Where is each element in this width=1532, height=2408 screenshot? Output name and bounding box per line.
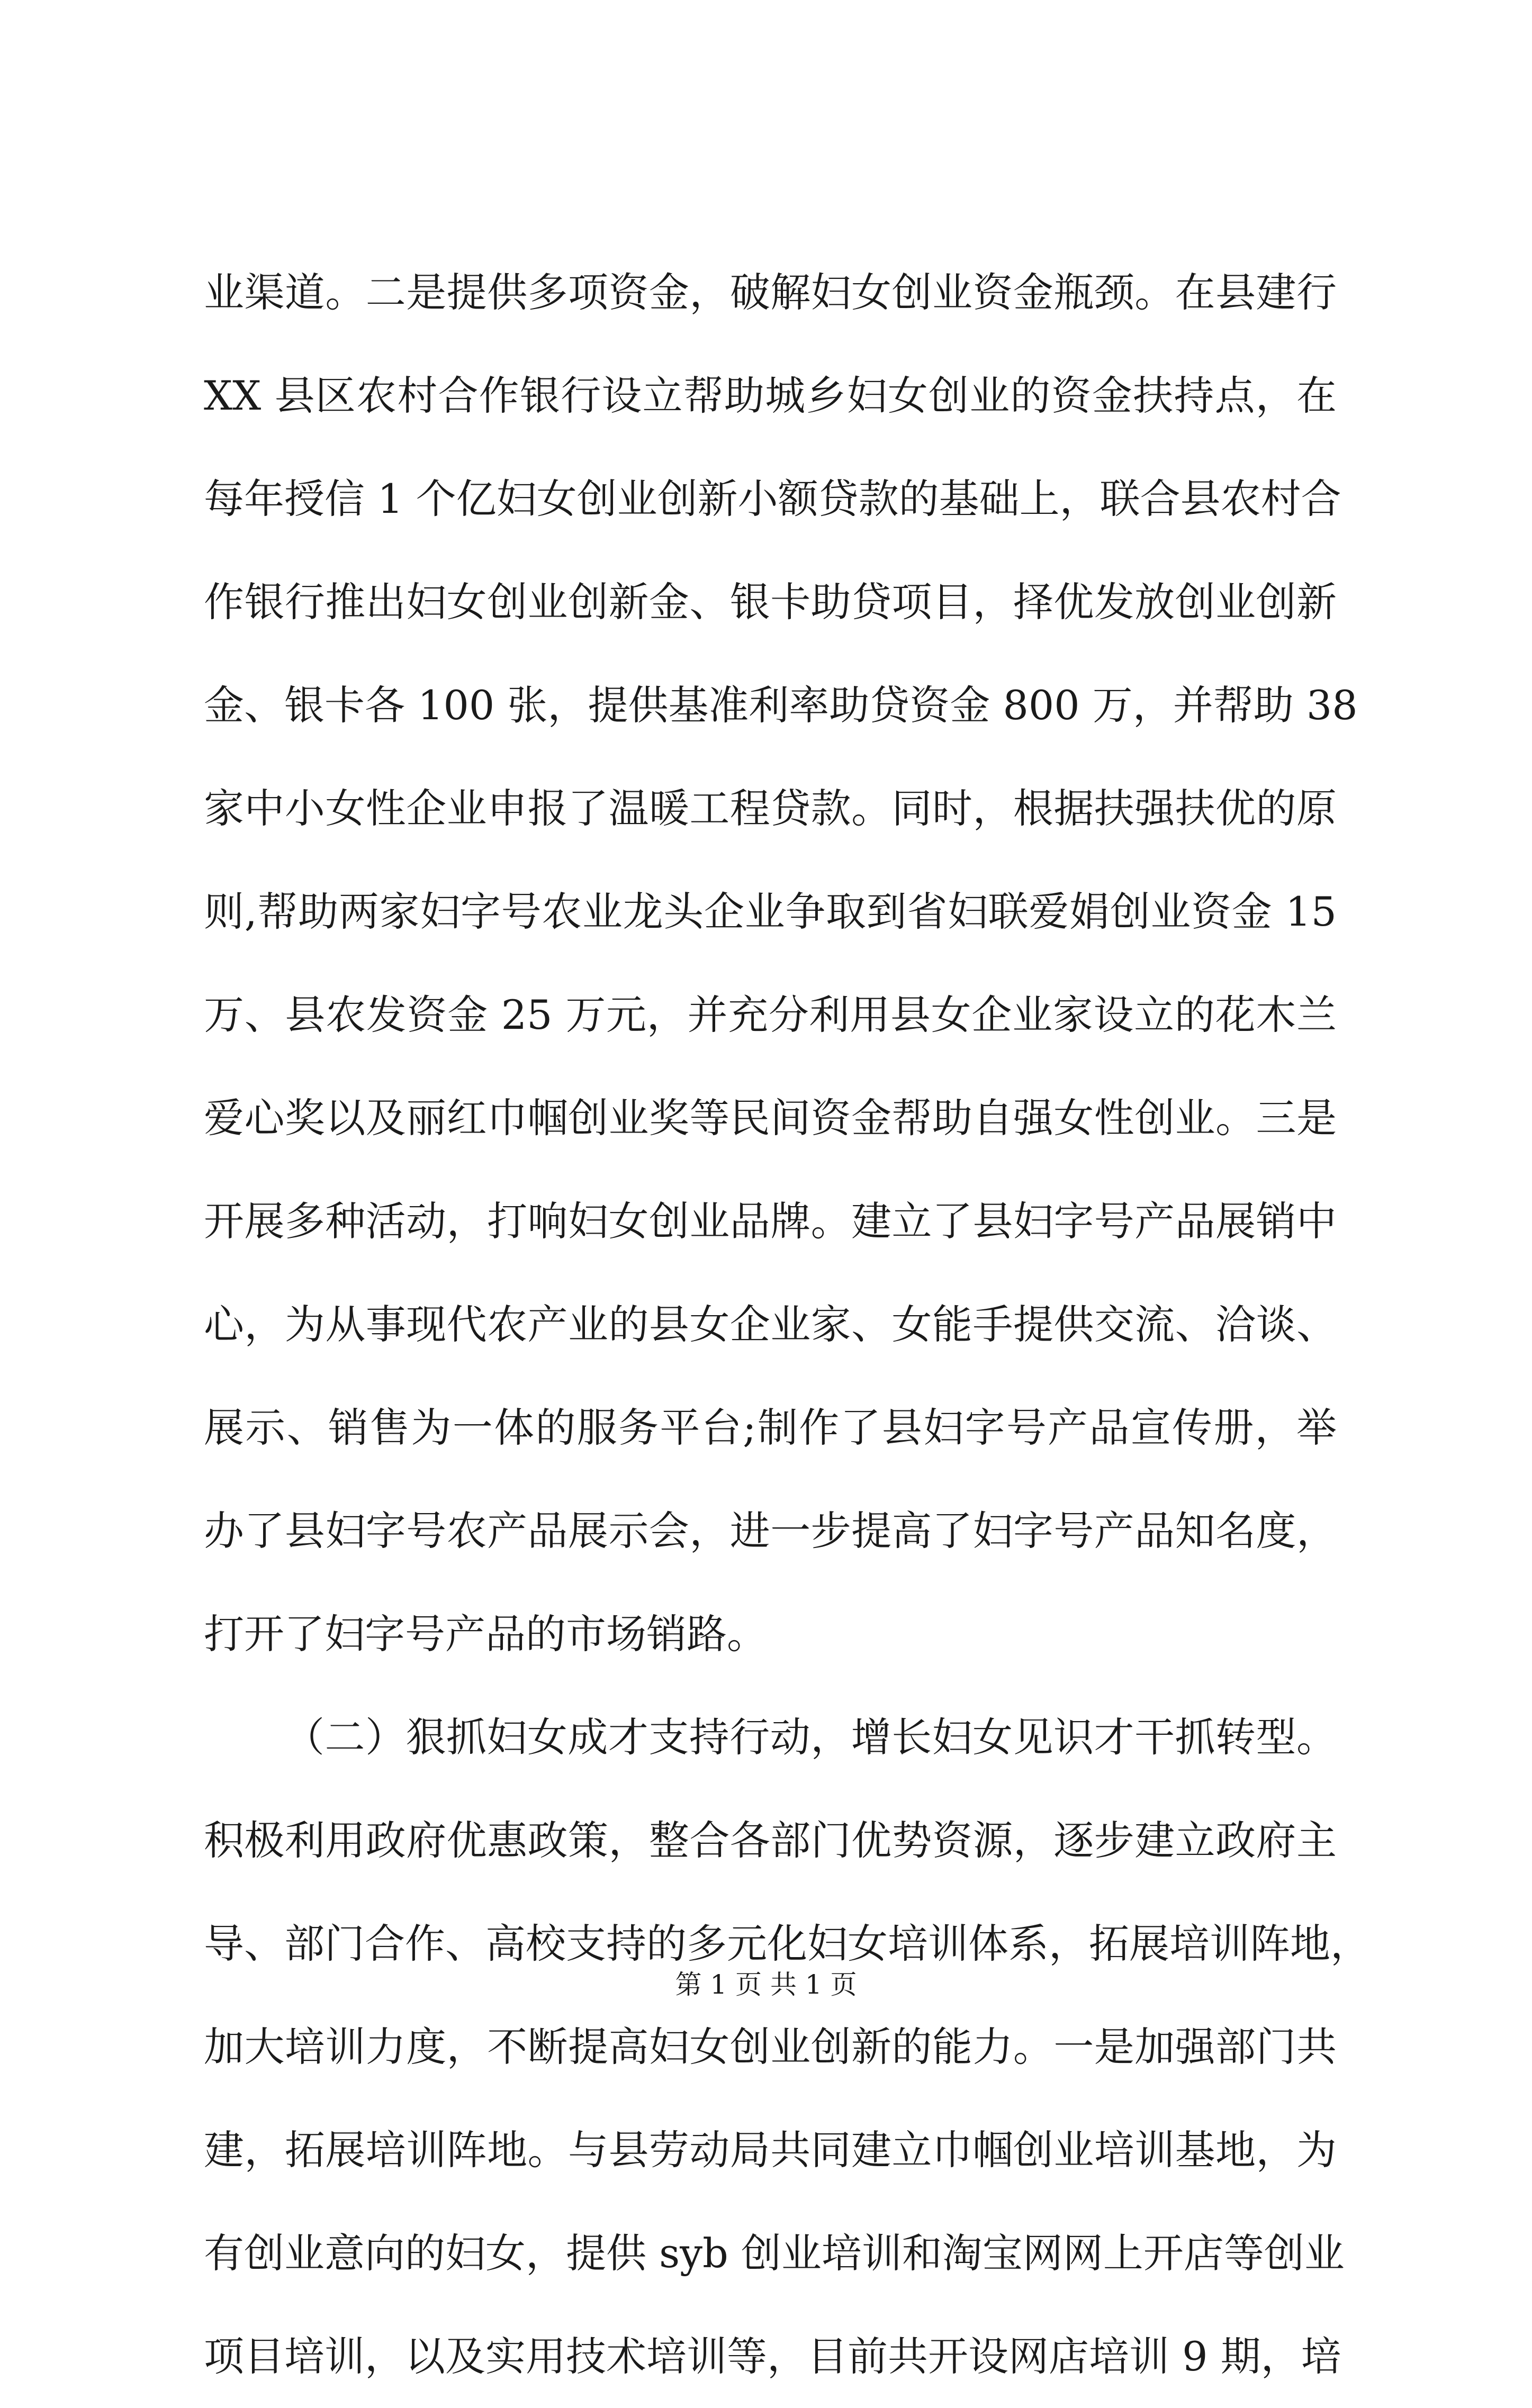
text-line: 心，为从事现代农产业的县女企业家、女能手提供交流、洽谈、 (204, 1301, 1337, 1348)
text-line: 积极利用政府优惠政策，整合各部门优势资源，逐步建立政府主 (204, 1817, 1337, 1864)
text-line: 加大培训力度，不断提高妇女创业创新的能力。一是加强部门共 (204, 2023, 1337, 2070)
text-line: 万、县农发资金 25 万元，并充分利用县女企业家设立的花木兰 (204, 991, 1337, 1038)
text-line: 作银行推出妇女创业创新金、银卡助贷项目，择优发放创业创新 (204, 578, 1337, 626)
text-line: 展示、销售为一体的服务平台;制作了县妇字号产品宣传册，举 (204, 1404, 1337, 1451)
text-line: 业渠道。二是提供多项资金，破解妇女创业资金瓶颈。在县建行 (204, 269, 1337, 316)
document-body (204, 241, 1371, 2408)
text-line: 项目培训，以及实用技术培训等，目前共开设网店培训 9 期，培 (204, 2333, 1341, 2380)
section-heading-line: （二）狠抓妇女成才支持行动，增长妇女见识才干抓转型。 (284, 1714, 1337, 1761)
text-line: 建，拓展培训阵地。与县劳动局共同建立巾帼创业培训基地，为 (204, 2126, 1337, 2174)
text-line: 则,帮助两家妇字号农业龙头企业争取到省妇联爱娟创业资金 15 (204, 888, 1337, 935)
text-line: 爱心奖以及丽红巾帼创业奖等民间资金帮助自强女性创业。三是 (204, 1094, 1337, 1142)
text-line: 金、银卡各 100 张，提供基准利率助贷资金 800 万，并帮助 38 (204, 682, 1358, 729)
paragraph-end-line: 打开了妇字号产品的市场销路。 (204, 1610, 767, 1658)
text-line: XX 县区农村合作银行设立帮助城乡妇女创业的资金扶持点，在 (204, 372, 1337, 419)
text-line: 导、部门合作、高校支持的多元化妇女培训体系，拓展培训阵地， (204, 1920, 1371, 1967)
text-line: 办了县妇字号农产品展示会，进一步提高了妇字号产品知名度， (204, 1507, 1337, 1554)
text-line: 每年授信 1 个亿妇女创业创新小额贷款的基础上，联合县农村合 (204, 475, 1341, 522)
text-line: 家中小女性企业申报了温暖工程贷款。同时，根据扶强扶优的原 (204, 785, 1337, 832)
text-line: 开展多种活动，打响妇女创业品牌。建立了县妇字号产品展销中 (204, 1198, 1337, 1245)
page-number-footer: 第 1 页 共 1 页 (675, 1969, 857, 2000)
text-line: 有创业意向的妇女，提供 syb 创业培训和淘宝网网上开店等创业 (204, 2230, 1345, 2277)
